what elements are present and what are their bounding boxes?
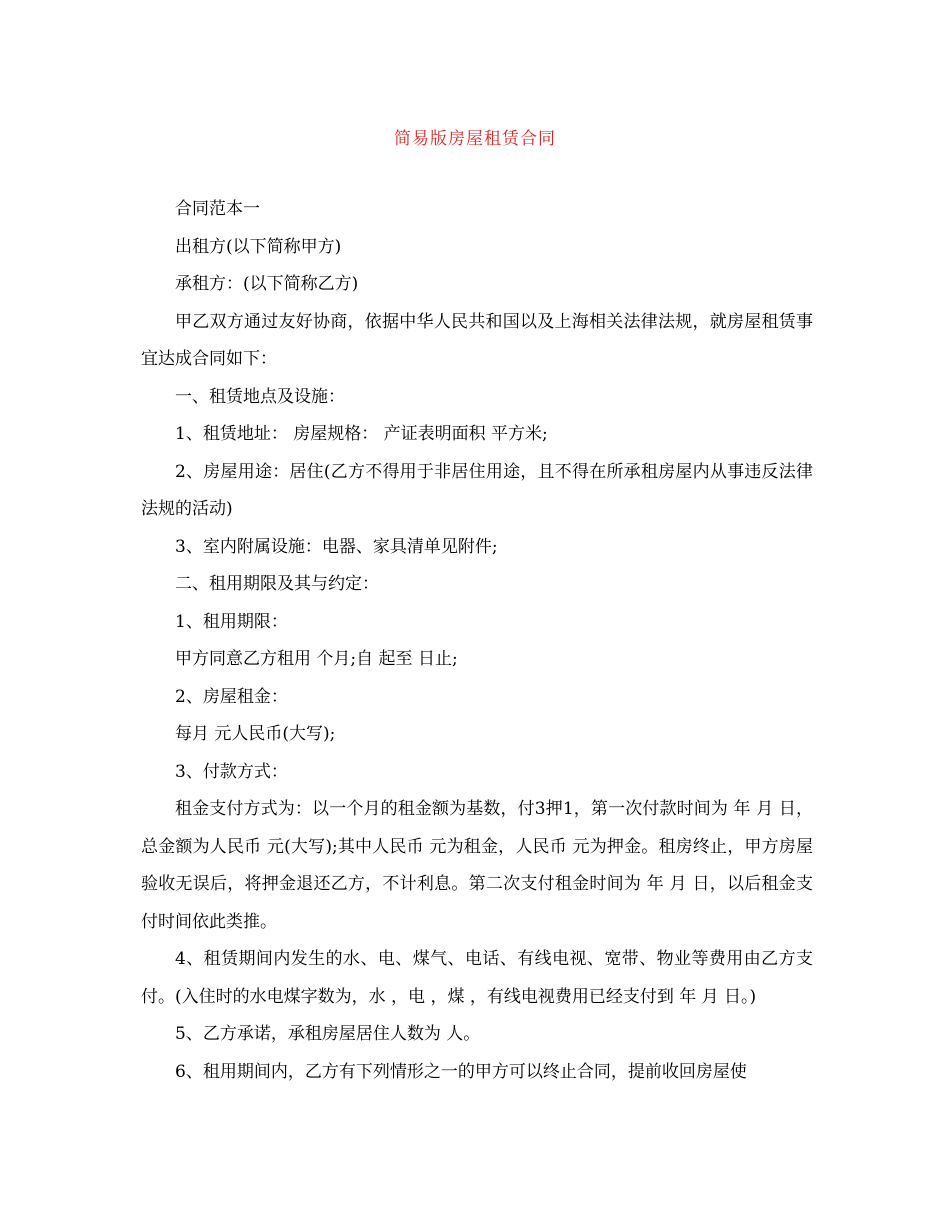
clause-address: 1、租赁地址： 房屋规格： 产证表明面积 平方米; (175, 424, 548, 444)
clause-payment-heading: 3、付款方式： (175, 761, 288, 782)
clause-utilities: 4、租赁期间内发生的水、电、煤气、电话、有线电视、宽带、物业等费用由乙方支付。(入住时的水电煤字数为，水 ，电 ，煤 ，有线电视费用已经支付到 年 月 日。) (141, 949, 813, 1007)
clause-termination: 6、租用期间内，乙方有下列情形之一的甲方可以终止合同，提前收回房屋使 (175, 1061, 747, 1082)
clause-payment-detail: 租金支付方式为：以一个月的租金额为基数，付3押1，第一次付款时间为 年 月 日，总金额为人民币 元(大写);其中人民币 元为租金，人民币 元为押金。租房终止，甲方房屋验收无误后，将押金退还乙方，不计利息。第二次支付租金时间为 年 月 日，以后租金支付时间依此类推。 (141, 799, 813, 932)
document-title: 简易版房屋租赁合同 (394, 129, 556, 149)
section-heading-term: 二、租用期限及其与约定： (175, 574, 379, 594)
clause-facilities: 3、室内附属设施：电器、家具清单见附件; (175, 536, 498, 557)
clause-rent-heading: 2、房屋租金： (175, 686, 288, 707)
clause-occupants: 5、乙方承诺，承租房屋居住人数为 人。 (175, 1024, 481, 1044)
paragraph-lessor: 出租方(以下简称甲方) (175, 236, 342, 257)
document-body (141, 191, 813, 1091)
section-heading-location: 一、租赁地点及设施： (175, 386, 345, 407)
clause-term-detail: 甲方同意乙方租用 个月;自 起至 日止; (175, 649, 458, 669)
paragraph-lessee: 承租方：(以下简称乙方) (175, 274, 359, 294)
clause-rent-detail: 每月 元人民币(大写); (175, 724, 336, 744)
paragraph-preamble: 甲乙双方通过友好协商，依据中华人民共和国以及上海相关法律法规，就房屋租赁事宜达成合同如下： (141, 311, 813, 369)
clause-term-heading: 1、租用期限： (175, 611, 288, 632)
clause-usage: 2、房屋用途：居住(乙方不得用于非居住用途，且不得在所承租房屋内从事违反法律法规的活动) (141, 461, 813, 519)
paragraph-contract-sample: 合同范本一 (175, 199, 260, 219)
